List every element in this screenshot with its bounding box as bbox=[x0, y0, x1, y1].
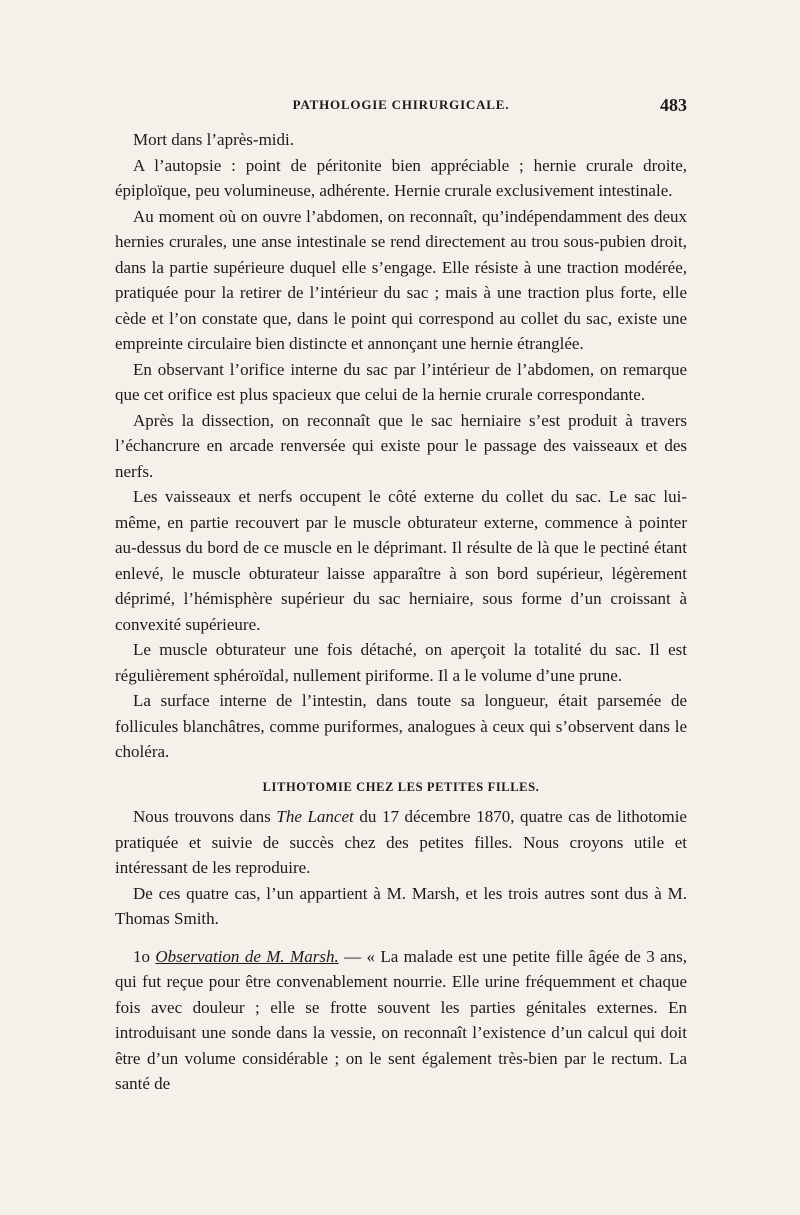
paragraph bbox=[115, 944, 687, 1097]
paragraph bbox=[115, 804, 687, 881]
journal-title: The Lancet bbox=[276, 807, 354, 826]
paragraph: A l’autopsie : point de péritonite bien appréciable ; hernie crurale droite, épiploïque, peu volumineuse, adhérente. Hernie crurale exclusivement intestinale. bbox=[115, 155, 687, 200]
body-text bbox=[115, 127, 687, 1097]
paragraph: Le muscle obturateur une fois détaché, on aperçoit la totalité du sac. Il est régulièrement sphéroïdal, nullement piriforme. Il a le volume d’une prune. bbox=[115, 640, 687, 685]
text-run: Nous trouvons dans bbox=[133, 807, 277, 826]
paragraph: En observant l’orifice interne du sac par l’intérieur de l’abdomen, on remarque que cet orifice est plus spacieux que celui de la hernie crurale correspondante. bbox=[115, 359, 687, 404]
text-run: — « La malade est une petite fille âgée de 3 ans, qui fut reçue pour être convenablement nourrie. Elle urine fréquemment et chaque fois avec douleur ; elle se frotte souvent les parties génitales externes. En introduisant une sonde dans la vessie, on reconnaît l’existence d’un calcul qui doit être d’un volume considérable ; on le sent également très-bien par le rectum. La santé de bbox=[115, 946, 688, 1093]
paragraph: Les vaisseaux et nerfs occupent le côté externe du collet du sac. Le sac lui-même, en partie recouvert par le muscle obturateur externe, commence à pointer au-dessus du bord de ce muscle en le déprimant. Il résulte de là que le pectiné étant enlevé, le muscle obturateur laisse apparaître à son bord supérieur, légèrement déprimé, l’hémisphère supérieur du sac herniaire, sous forme d’un croissant à convexité supérieure. bbox=[115, 487, 687, 634]
paragraph: Après la dissection, on reconnaît que le sac herniaire s’est produit à travers l’échancrure en arcade renversée qui existe pour le passage des vaisseaux et des nerfs. bbox=[115, 410, 687, 481]
paragraph: Mort dans l’après-midi. bbox=[133, 130, 294, 149]
page-number: 483 bbox=[660, 95, 687, 115]
text-run: du 17 décembre 1870, quatre cas de lithotomie pratiquée et suivie de succès chez des petites filles. Nous croyons utile et intéressant de les reproduire. bbox=[115, 807, 687, 877]
page-header bbox=[115, 95, 687, 119]
observation-heading: Observation de M. Marsh. bbox=[155, 946, 339, 966]
running-title: PATHOLOGIE CHIRURGICALE. bbox=[292, 97, 510, 112]
paragraph: La surface interne de l’intestin, dans toute sa longueur, était parsemée de follicules blanchâtres, comme puriformes, analogues à ceux qui s’observent dans le choléra. bbox=[115, 691, 687, 761]
observation-number: 1o bbox=[133, 946, 156, 966]
paragraph: Au moment où on ouvre l’abdomen, on reconnaît, qu’indépendamment des deux hernies crurales, une anse intestinale se rend directement au trou sous-pubien droit, dans la partie supérieure duquel elle s’engage. Elle résiste à une traction modérée, pratiquée pour la retirer de l’intérieur du sac ; mais à une traction plus forte, elle cède et l’on constate que, dans le point qui correspond au collet du sac, existe une empreinte circulaire bien distincte et annonçant une hernie étranglée. bbox=[115, 206, 687, 353]
paragraph: De ces quatre cas, l’un appartient à M. Marsh, et les trois autres sont dus à M. Thomas Smith. bbox=[115, 883, 687, 928]
section-title: LITHOTOMIE CHEZ LES PETITES FILLES. bbox=[262, 779, 540, 794]
